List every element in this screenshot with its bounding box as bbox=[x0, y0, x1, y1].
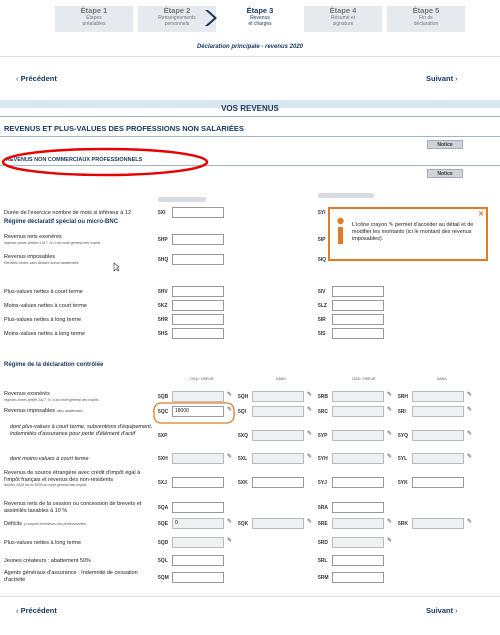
input-5qd[interactable] bbox=[172, 537, 224, 548]
divider bbox=[0, 136, 500, 137]
input-5hs[interactable] bbox=[172, 328, 224, 339]
code: 5QH bbox=[238, 394, 249, 400]
code: 5QC bbox=[158, 409, 169, 415]
input-5rh[interactable] bbox=[412, 391, 464, 402]
info-icon bbox=[336, 217, 345, 245]
label-text: Revenus imposables bbox=[4, 408, 56, 414]
input-5xh[interactable] bbox=[172, 453, 224, 464]
code: 5IV bbox=[318, 289, 326, 295]
input-5qa[interactable] bbox=[172, 502, 224, 513]
pencil-icon[interactable]: ✎ bbox=[467, 431, 473, 437]
label-note: articles 182A bis et 162B du code général des impôts bbox=[4, 483, 87, 487]
step-3-l1: Revenus bbox=[250, 15, 270, 21]
code: 5XK bbox=[238, 480, 248, 486]
col-header: SANS bbox=[437, 377, 447, 381]
input-5rc[interactable] bbox=[332, 406, 384, 417]
notice-button[interactable]: Notice bbox=[427, 140, 463, 149]
code: 5RI bbox=[398, 409, 406, 415]
step-4-l1: Résumé et bbox=[330, 15, 356, 21]
code: 5YQ bbox=[398, 433, 409, 439]
pencil-icon[interactable]: ✎ bbox=[387, 407, 393, 413]
step-1 bbox=[55, 6, 133, 32]
code: 5QB bbox=[158, 394, 169, 400]
input-5lz[interactable] bbox=[332, 300, 384, 311]
code: 5RA bbox=[318, 505, 329, 511]
label-mv-lt: Moins-values nettes à long terme bbox=[4, 331, 86, 337]
input-5re[interactable] bbox=[332, 518, 384, 529]
input-5rd[interactable] bbox=[332, 537, 384, 548]
label-dont-pv: dont plus-values à court terme, subventions d'équipement, indemnités d'assurance pour perte d'élément d'actif bbox=[10, 424, 153, 437]
code: 5QE bbox=[158, 521, 169, 527]
code: 5YK bbox=[398, 480, 408, 486]
step-5-l2: déclaration bbox=[413, 21, 439, 27]
label-note: régimes zonés article 1417, IV, b du code général des impôts bbox=[4, 397, 99, 402]
code: 5XP bbox=[158, 433, 168, 439]
code: 5RC bbox=[318, 409, 329, 415]
input-5yq[interactable] bbox=[412, 430, 464, 441]
code: 5RM bbox=[318, 575, 329, 581]
previous-link-bottom[interactable]: ‹ Précédent bbox=[16, 606, 57, 615]
code: 5YJ bbox=[318, 480, 327, 486]
input-5qb[interactable] bbox=[172, 391, 224, 402]
pencil-icon[interactable]: ✎ bbox=[227, 519, 233, 525]
step-4 bbox=[304, 6, 382, 32]
code: 5QA bbox=[158, 505, 169, 511]
label-pv-lt-2: Plus-values nettes à long terme bbox=[4, 540, 82, 546]
blurred-header bbox=[158, 197, 206, 202]
input-5hv[interactable] bbox=[172, 286, 224, 297]
code: 5RB bbox=[318, 394, 329, 400]
code: 5HQ bbox=[158, 257, 169, 263]
input-5qm[interactable] bbox=[172, 572, 224, 583]
label-text: Revenus nets exonérés bbox=[4, 234, 62, 240]
label-regime-controle: Régime de la déclaration contrôlée bbox=[4, 362, 104, 368]
code: 5HR bbox=[158, 317, 169, 323]
code: 5IP bbox=[318, 237, 326, 243]
label-text: Revenus imposables bbox=[4, 254, 56, 260]
step-3-l2: et charges bbox=[248, 21, 272, 27]
code: 5QD bbox=[158, 540, 169, 546]
label-pv-ct: Plus-values nettes à court terme bbox=[4, 289, 83, 295]
input-5rm[interactable] bbox=[332, 572, 384, 583]
input-5qe[interactable]: 0 bbox=[172, 518, 224, 529]
vos-revenus-title: VOS REVENUS bbox=[221, 104, 279, 113]
code: 5XQ bbox=[238, 433, 249, 439]
label-jeunes: Jeunes créateurs : abattement 50% bbox=[4, 558, 91, 564]
input-5qi[interactable] bbox=[252, 406, 304, 417]
step-2-num: Étape 2 bbox=[163, 6, 191, 15]
step-5-num: Étape 5 bbox=[412, 6, 440, 15]
pencil-icon[interactable]: ✎ bbox=[307, 392, 313, 398]
label-deficits bbox=[4, 521, 86, 528]
code: 5IR bbox=[318, 317, 326, 323]
code: 5YH bbox=[318, 456, 328, 462]
code: 5QM bbox=[158, 575, 169, 581]
next-label: Suivant bbox=[426, 74, 454, 83]
step-2-l1: Renseignements bbox=[158, 15, 196, 21]
label-text: Déficits bbox=[4, 521, 23, 527]
chevron-right-icon bbox=[203, 9, 217, 27]
input-5xi[interactable] bbox=[172, 207, 224, 218]
pencil-icon[interactable]: ✎ bbox=[307, 431, 313, 437]
input-5ir[interactable] bbox=[332, 314, 384, 325]
pencil-icon[interactable]: ✎ bbox=[387, 454, 393, 460]
code: 5XH bbox=[158, 456, 168, 462]
code: 5RE bbox=[318, 521, 328, 527]
divider bbox=[0, 116, 500, 117]
input-5rk[interactable] bbox=[412, 518, 464, 529]
divider bbox=[0, 596, 500, 597]
pencil-icon[interactable]: ✎ bbox=[387, 519, 393, 525]
step-1-l1: Étapes bbox=[86, 15, 102, 21]
code: 5RD bbox=[318, 540, 329, 546]
label-exoneres bbox=[4, 391, 99, 402]
pencil-icon[interactable]: ✎ bbox=[307, 407, 313, 413]
notice-button[interactable]: Notice bbox=[427, 169, 463, 178]
input-5is[interactable] bbox=[332, 328, 384, 339]
subsection-title: REVENUS NON COMMERCIAUX PROFESSIONNELS bbox=[6, 157, 143, 163]
tooltip-text: L'icône crayon ✎ permet d'accéder au détail et de modifier les montants (ici le montant des revenus imposables). bbox=[352, 222, 474, 242]
input-5hr[interactable] bbox=[172, 314, 224, 325]
input-5yk[interactable] bbox=[412, 477, 464, 488]
pencil-icon[interactable]: ✎ bbox=[307, 454, 313, 460]
label-imposables bbox=[4, 254, 79, 265]
code: 5QK bbox=[238, 521, 249, 527]
step-3-num: Étape 3 bbox=[246, 6, 274, 15]
label-imposables-2 bbox=[4, 408, 82, 415]
code: 5XJ bbox=[158, 480, 167, 486]
input-5yp[interactable] bbox=[332, 430, 384, 441]
pencil-icon[interactable]: ✎ bbox=[227, 454, 233, 460]
code: 5XI bbox=[158, 210, 166, 216]
pencil-icon[interactable]: ✎ bbox=[227, 392, 233, 398]
code: 5LZ bbox=[318, 303, 327, 309]
pencil-icon[interactable]: ✎ bbox=[467, 519, 473, 525]
input-5ri[interactable] bbox=[412, 406, 464, 417]
code: 5RL bbox=[318, 558, 328, 564]
input-5qc[interactable]: 18000 bbox=[172, 406, 224, 417]
label-cession: Revenus nets de la cession ou concession de brevets et assimilés taxables à 10 % bbox=[4, 501, 142, 514]
close-icon[interactable]: ✕ bbox=[478, 211, 484, 218]
input-5hp[interactable] bbox=[172, 234, 224, 245]
label-nets-exoneres bbox=[4, 234, 100, 245]
col-header: OGA / VISEUR bbox=[352, 377, 376, 381]
step-4-l2: signature bbox=[332, 21, 354, 27]
label-mv-ct: Moins-values nettes à court terme bbox=[4, 303, 87, 309]
code: 5QL bbox=[158, 558, 168, 564]
label-pv-lt: Plus-values nettes à long terme bbox=[4, 317, 82, 323]
code: 5HV bbox=[158, 289, 168, 295]
code: 5YP bbox=[318, 433, 328, 439]
label-text: Revenus de source étrangère avec crédit d'impôt égal à l'impôt français et revenus des non-résidents bbox=[4, 470, 141, 483]
cursor-icon bbox=[112, 262, 120, 272]
col-header: SANS bbox=[276, 377, 286, 381]
step-3 bbox=[221, 6, 299, 32]
page-subtitle: Déclaration principale - revenus 2020 bbox=[196, 44, 304, 50]
label-dont-mv: dont moins-values à court terme bbox=[10, 456, 89, 462]
previous-link[interactable]: ‹ Précédent bbox=[16, 74, 57, 83]
step-4-num: Étape 4 bbox=[329, 6, 357, 15]
pencil-icon[interactable]: ✎ bbox=[227, 407, 233, 413]
step-2-l2: personnels bbox=[164, 21, 190, 27]
input-5ql[interactable] bbox=[172, 555, 224, 566]
input-5yj[interactable] bbox=[332, 477, 384, 488]
input-5ra[interactable] bbox=[332, 502, 384, 513]
pencil-icon[interactable]: ✎ bbox=[467, 407, 473, 413]
pencil-icon[interactable]: ✎ bbox=[387, 538, 393, 544]
label-note: y compris inventeurs non professionnels bbox=[23, 522, 87, 526]
code: 5RK bbox=[398, 521, 409, 527]
next-label: Suivant bbox=[426, 606, 454, 615]
pencil-icon[interactable]: ✎ bbox=[467, 454, 473, 460]
col-header: OGA / VISEUR bbox=[190, 377, 214, 381]
input-5rl[interactable] bbox=[332, 555, 384, 566]
blurred-header bbox=[318, 193, 374, 198]
next-link[interactable]: Suivant › bbox=[426, 74, 458, 83]
red-highlight-ellipse bbox=[0, 147, 212, 179]
next-link-bottom[interactable]: Suivant › bbox=[426, 606, 458, 615]
code: 5IS bbox=[318, 331, 326, 337]
input-5xj[interactable] bbox=[172, 477, 224, 488]
label-note: régimes zonés articles 1417, IV, b du code général des impôts bbox=[4, 240, 101, 245]
divider bbox=[0, 56, 500, 57]
label-etranger bbox=[4, 470, 154, 488]
input-5yl[interactable] bbox=[412, 453, 464, 464]
input-5hq[interactable] bbox=[172, 254, 224, 265]
input-5yh[interactable] bbox=[332, 453, 384, 464]
input-5qk[interactable] bbox=[252, 518, 304, 529]
code: 5IQ bbox=[318, 257, 327, 263]
pencil-icon[interactable]: ✎ bbox=[387, 431, 393, 437]
section-title: REVENUS ET PLUS-VALUES DES PROFESSIONS NON SALARIÉES bbox=[4, 124, 244, 133]
label-note: sans abattement bbox=[56, 409, 83, 413]
input-5xq[interactable] bbox=[252, 430, 304, 441]
code: 5KZ bbox=[158, 303, 168, 309]
input-5qh[interactable] bbox=[252, 391, 304, 402]
code: 5XL bbox=[238, 456, 248, 462]
previous-label: Précédent bbox=[20, 74, 57, 83]
step-1-num: Étape 1 bbox=[80, 6, 108, 15]
input-5rb[interactable] bbox=[332, 391, 384, 402]
code: 5RH bbox=[398, 394, 409, 400]
steps-bar bbox=[55, 6, 465, 34]
code: 5YI bbox=[318, 210, 326, 216]
pencil-icon[interactable]: ✎ bbox=[227, 538, 233, 544]
input-5xl[interactable] bbox=[252, 453, 304, 464]
step-1-l2: préalables bbox=[82, 21, 106, 27]
label-duree: Durée de l'exercice nombre de mois si inférieur à 12 bbox=[4, 210, 131, 216]
label-text: Revenus exonérés bbox=[4, 391, 50, 397]
code: 5QI bbox=[238, 409, 247, 415]
step-5 bbox=[387, 6, 465, 32]
label-note: Recettes brutes sans déduire aucun abattement bbox=[4, 260, 79, 265]
label-regime-special: Régime déclaratif spécial ou micro-BNC bbox=[4, 219, 119, 225]
step-5-l1: Fin de bbox=[419, 15, 433, 21]
previous-label: Précédent bbox=[20, 606, 57, 615]
pencil-icon[interactable]: ✎ bbox=[467, 392, 473, 398]
code: 5HP bbox=[158, 237, 168, 243]
input-5kz[interactable] bbox=[172, 300, 224, 311]
input-5iv[interactable] bbox=[332, 286, 384, 297]
input-5xk[interactable] bbox=[252, 477, 304, 488]
pencil-icon[interactable]: ✎ bbox=[307, 519, 313, 525]
code: 5YL bbox=[398, 456, 408, 462]
pencil-icon[interactable]: ✎ bbox=[387, 392, 393, 398]
label-agents: Agents généraux d'assurance : Indemnité de cessation d'activité bbox=[4, 570, 138, 583]
tooltip-callout bbox=[328, 207, 488, 261]
code: 5HS bbox=[158, 331, 168, 337]
